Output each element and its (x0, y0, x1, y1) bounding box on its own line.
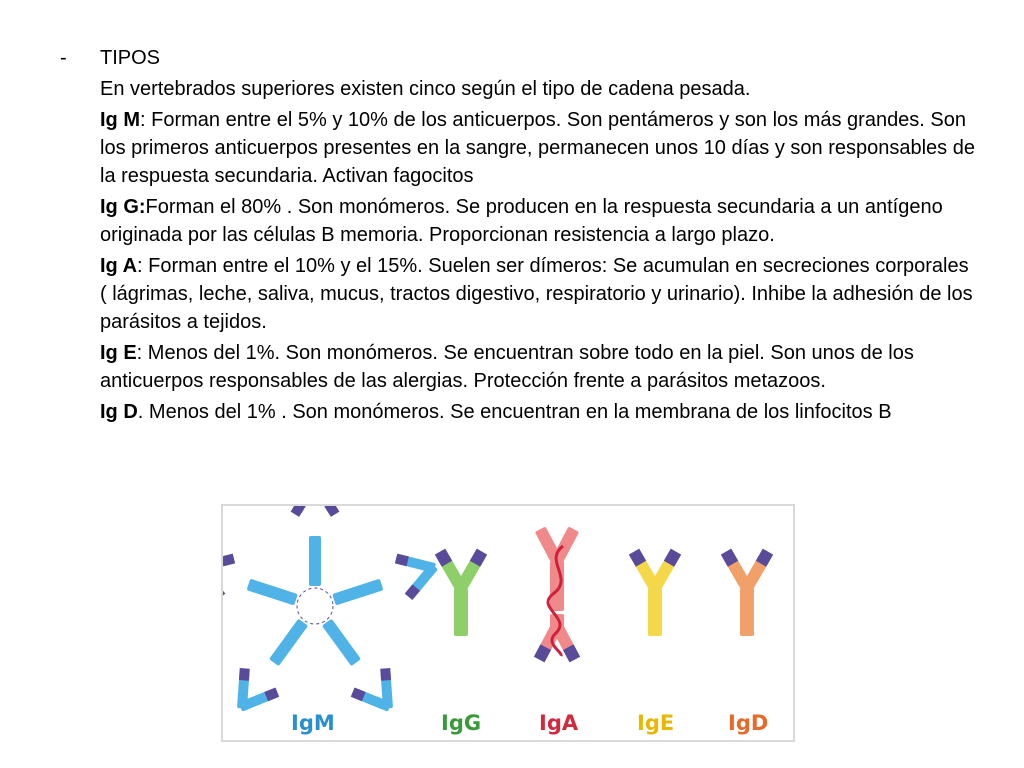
item-name: Ig E (100, 342, 137, 364)
item-text: Forman entre el 5% y 10% de los anticuerpos. Son pentámeros y son los más grandes. Son los primeros anticuerpos presentes en la sangre, permanecen unos 10 días y son responsables de la respuesta secundaria. Activan fagocitos (100, 109, 975, 187)
item-name: Ig M (100, 109, 140, 131)
item-name: Ig A (100, 255, 138, 277)
item-sep: . (137, 401, 149, 423)
iga-dimer-icon (534, 526, 580, 662)
item-text: Menos del 1%. Son monómeros. Se encuentran sobre todo en la piel. Son unos de los anticuerpos responsables de las alergias. Protección frente a parásitos metazoos. (100, 342, 914, 392)
igg-monomer-icon (435, 549, 487, 636)
item-igg (100, 193, 980, 249)
igd-monomer-icon (721, 549, 773, 636)
bullet-dash: - (60, 47, 67, 69)
item-text: Menos del 1% . Son monómeros. Se encuentran en la membrana de los linfocitos B (148, 401, 892, 423)
label-igm: IgM (291, 711, 335, 735)
item-igm (100, 106, 980, 190)
antibody-diagram (223, 506, 793, 740)
item-sep: : (137, 255, 149, 277)
item-name: Ig G: (100, 196, 146, 218)
item-ige (100, 339, 980, 395)
label-igd: IgD (728, 711, 769, 735)
ige-monomer-icon (629, 549, 681, 636)
item-text: Forman entre el 10% y el 15%. Suelen ser dímeros: Se acumulan en secreciones corporales ( lágrimas, leche, saliva, mucus, tractos digestivo, respiratorio y urinario). Inhibe la adhesión de los parásitos a tejidos. (100, 255, 973, 333)
item-name: Ig D (100, 401, 138, 423)
igm-arms (223, 506, 445, 724)
item-text: Forman el 80% . Son monómeros. Se producen en la respuesta secundaria a un antígeno originada por las células B memoria. Proporcionan resistencia a largo plazo. (100, 196, 943, 246)
label-igg: IgG (441, 711, 482, 735)
heading: TIPOS (100, 47, 161, 69)
igm-monomer (291, 506, 340, 586)
igm-monomer (223, 543, 304, 623)
antibody-figure (221, 504, 795, 742)
label-iga: IgA (539, 711, 579, 735)
igm-monomer (326, 543, 444, 623)
item-iga (100, 252, 980, 336)
item-sep: : (140, 109, 152, 131)
label-ige: IgE (637, 711, 675, 735)
igm-monomer (307, 608, 410, 724)
igm-pentamer-icon (223, 506, 445, 724)
intro-paragraph: En vertebrados superiores existen cinco según el tipo de cadena pesada. (100, 78, 751, 100)
igm-monomer (223, 608, 323, 724)
item-sep: : (136, 342, 148, 364)
slide-body (100, 44, 980, 426)
item-igd (100, 398, 980, 426)
